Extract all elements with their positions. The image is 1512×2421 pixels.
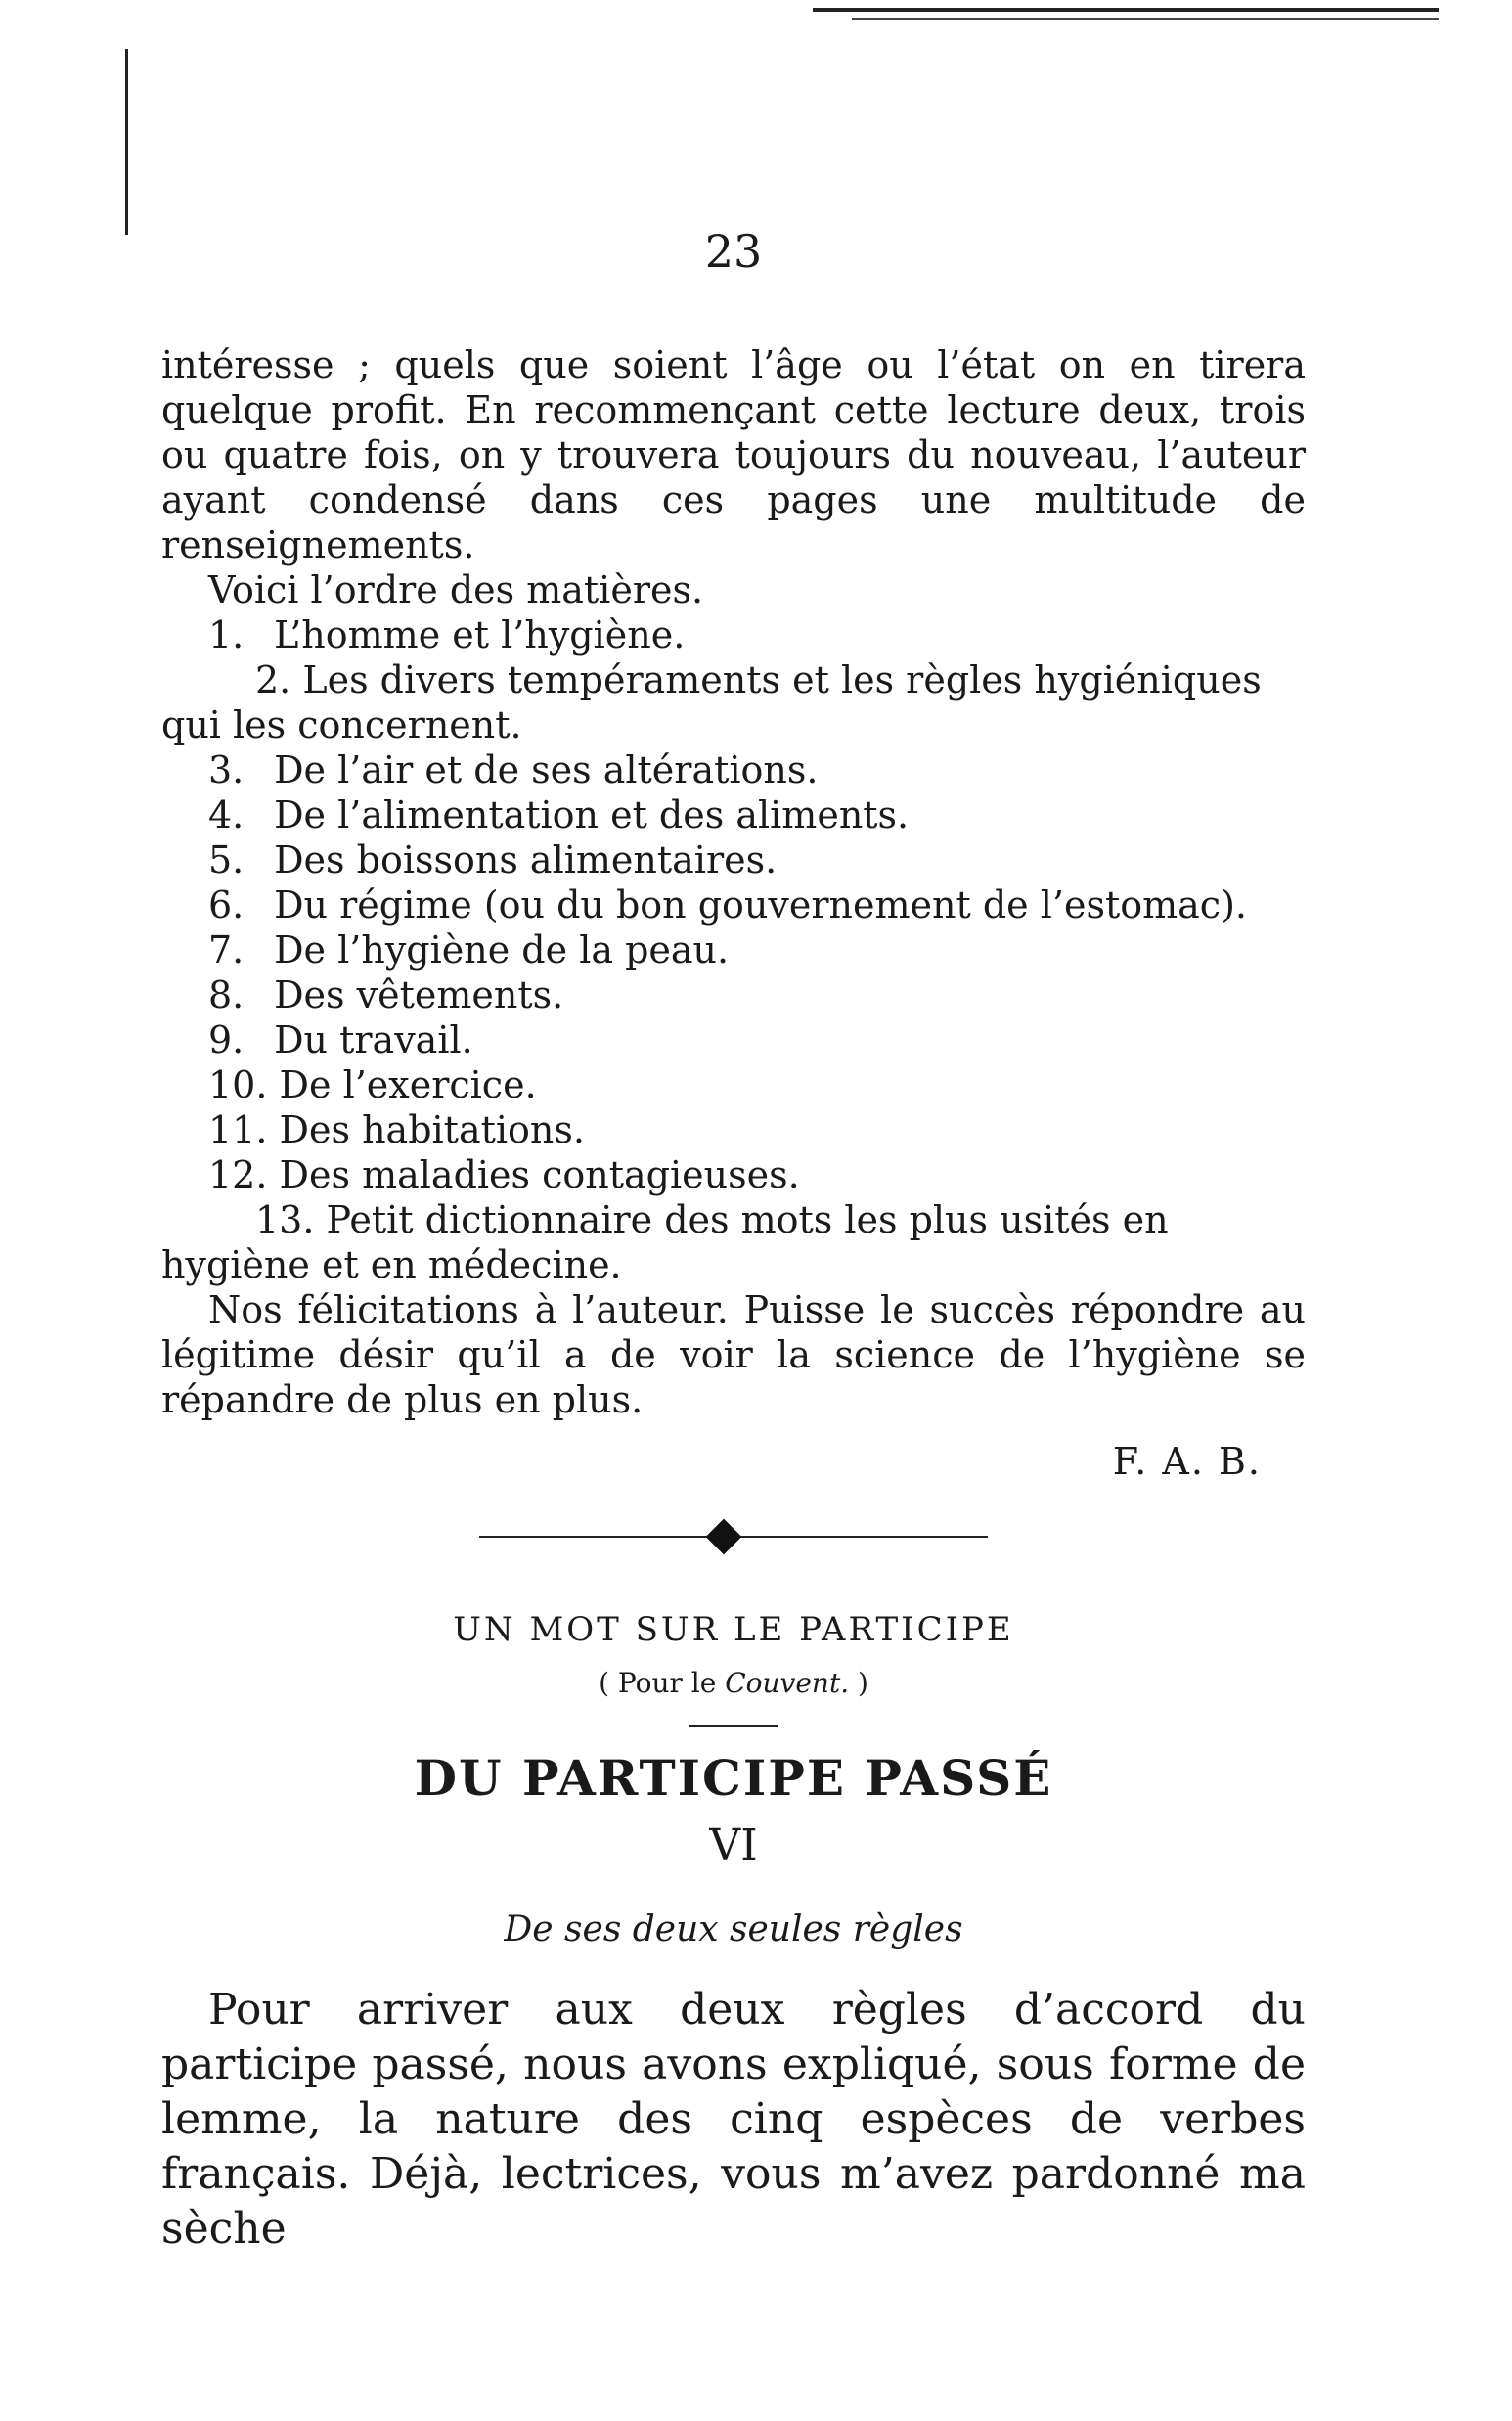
page-number: 23: [704, 225, 763, 278]
toc-item: 7. De l’hygiène de la peau.: [208, 928, 730, 971]
closing-paragraph: Nos félicitations à l’auteur. Puisse le succès répondre au légitime désir qu’il a de voir la science de l’hygiène se répandre de plus en plus.: [161, 1288, 1306, 1421]
top-rule-secondary: [852, 18, 1439, 20]
text-column: [161, 342, 1306, 2257]
diamond-ornament-icon: [706, 1519, 742, 1555]
toc-item: 6. Du régime (ou du bon gouvernement de l’estomac).: [208, 883, 1247, 926]
body-paragraph: Pour arriver aux deux règles d’accord du participe passé, nous avons expliqué, sous forme de lemme, la nature des cinq espèces de verbes français. Déjà, lectrices, vous m’avez pardonné ma sèche: [161, 1985, 1306, 2254]
section-subtitle: ( Pour le Couvent. ): [599, 1667, 868, 1699]
toc-item: 2. Les divers tempéraments et les règles hygiéniques qui les concernent.: [161, 658, 1262, 746]
toc-item: 8. Des vêtements.: [208, 973, 564, 1016]
toc-item: 12. Des maladies contagieuses.: [208, 1153, 800, 1196]
toc-item: 11. Des habitations.: [208, 1108, 585, 1151]
table-of-contents: [161, 612, 1306, 1287]
toc-item: 1. L’homme et l’hygiène.: [208, 613, 686, 656]
toc-item: 3. De l’air et de ses altérations.: [208, 748, 819, 791]
heading: DU PARTICIPE PASSÉ: [414, 1749, 1053, 1807]
chapter-number: VI: [709, 1820, 758, 1870]
toc-item: 10. De l’exercice.: [208, 1063, 537, 1106]
margin-mark: [125, 49, 128, 235]
ornamental-divider: [479, 1522, 988, 1551]
intro-paragraph: intéresse ; quels que soient l’âge ou l’état on en tirera quelque profit. En recommençant cette lecture deux, trois ou quatre fois, on y trouvera toujours du nouveau, l’auteur ayant condensé dans ces pages une multitude de renseignements.: [161, 343, 1306, 566]
toc-item: 13. Petit dictionnaire des mots les plus usités en hygiène et en médecine.: [161, 1198, 1169, 1286]
section-title: UN MOT SUR LE PARTICIPE: [453, 1610, 1014, 1649]
toc-item: 9. Du travail.: [208, 1018, 473, 1061]
top-rule: [813, 8, 1439, 12]
chapter-subtitle: De ses deux seules règles: [504, 1909, 963, 1950]
toc-intro: Voici l’ordre des matières.: [208, 568, 704, 611]
toc-item: 5. Des boissons alimentaires.: [208, 838, 778, 881]
short-rule: [689, 1725, 778, 1727]
toc-item: 4. De l’alimentation et des aliments.: [208, 793, 910, 836]
signature: F. A. B.: [1112, 1440, 1262, 1483]
